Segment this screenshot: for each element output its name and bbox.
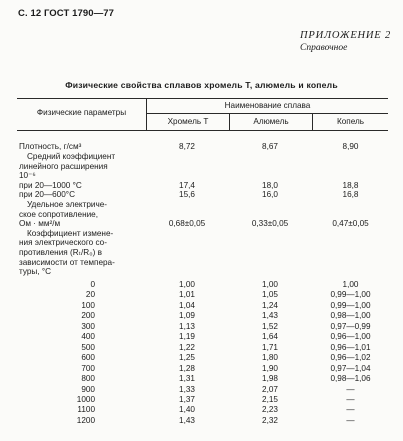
- coefficient-copel: 0,96—1,00: [330, 332, 371, 342]
- temperature-value: 600: [81, 353, 95, 363]
- coefficient-label-1: Коэффициент измене-: [27, 228, 114, 238]
- header-mid-rule: [147, 113, 388, 114]
- coefficient-chromel: 1,09: [179, 311, 195, 321]
- table-title: Физические свойства сплавов хромель Т, алюмель и копель: [65, 80, 338, 90]
- temperature-value: 100: [81, 300, 95, 310]
- expansion-1000-chromel: 17,4: [179, 180, 195, 190]
- coefficient-alumel: 2,15: [262, 394, 278, 404]
- header-bottom-rule: [17, 130, 388, 131]
- coefficient-copel: 0,98—1,06: [330, 374, 371, 384]
- coefficient-copel: 0,99—1,00: [330, 290, 371, 300]
- temperature-value: 1200: [76, 415, 95, 425]
- coefficient-alumel: 1,24: [262, 300, 278, 310]
- appendix-subtitle: Справочное: [300, 43, 348, 53]
- expansion-label-3: 10⁻⁶: [19, 171, 36, 181]
- coefficient-alumel: 1,98: [262, 374, 278, 384]
- temperature-value: 200: [81, 311, 95, 321]
- header-parameters: Физические параметры: [36, 108, 127, 117]
- coefficient-chromel: 1,43: [179, 415, 195, 425]
- resistivity-chromel: 0,68±0,05: [168, 219, 206, 229]
- density-alumel: 8,67: [262, 142, 278, 151]
- expansion-row-label: при 20—600°С: [19, 190, 75, 200]
- properties-table: [17, 98, 388, 425]
- appendix-title: ПРИЛОЖЕНИЕ 2: [300, 30, 391, 41]
- coefficient-alumel: 2,23: [262, 405, 278, 415]
- expansion-600-copel: 16,8: [342, 190, 359, 200]
- coefficient-copel: 0,97—0,99: [330, 321, 371, 331]
- density-copel: 8,90: [342, 142, 359, 151]
- coefficient-label-2: ния электрического со-: [19, 238, 107, 248]
- expansion-1000-alumel: 18,0: [262, 180, 278, 190]
- temperature-value: 1100: [77, 405, 95, 415]
- coefficient-copel: 0,96—1,02: [330, 353, 371, 363]
- coefficient-alumel: 1,71: [262, 342, 278, 352]
- density-chromel: 8,72: [179, 142, 195, 151]
- coefficient-copel: 0,98—1,00: [330, 311, 371, 321]
- coefficient-label-3: противления (Rₜ/R₀) в: [19, 248, 102, 257]
- temperature-value: 500: [81, 342, 95, 352]
- coefficient-alumel: 1,05: [262, 290, 278, 300]
- temperature-value: 0: [90, 280, 95, 289]
- header-chromel: Хромель Т: [167, 117, 209, 126]
- resistivity-label-2: ское сопротивление,: [19, 209, 98, 219]
- resistivity-copel: 0,47±0,05: [332, 219, 369, 229]
- coefficient-alumel: 1,00: [262, 280, 278, 289]
- coefficient-alumel: 1,64: [262, 332, 278, 342]
- temperature-value: 20: [85, 290, 95, 300]
- coefficient-copel: —: [346, 415, 355, 425]
- coefficient-chromel: 1,00: [179, 280, 195, 289]
- temperature-value: 400: [81, 332, 95, 342]
- coefficient-copel: 0,96—1,01: [330, 342, 371, 352]
- coefficient-chromel: 1,04: [179, 300, 195, 310]
- expansion-1000-copel: 18,8: [342, 180, 359, 190]
- coefficient-alumel: 1,52: [262, 321, 278, 331]
- resistivity-label-1: Удельное электриче-: [27, 200, 107, 209]
- coefficient-chromel: 1,01: [179, 290, 195, 300]
- table-top-rule: [17, 98, 388, 99]
- coefficient-copel: —: [346, 394, 355, 404]
- expansion-row-label: при 20—1000 °С: [19, 180, 82, 190]
- coefficient-chromel: 1,40: [179, 405, 195, 415]
- coefficient-copel: —: [346, 384, 355, 394]
- appendix-label: [300, 30, 391, 54]
- coefficient-alumel: 1,43: [262, 311, 278, 321]
- density-label: Плотность, г/см³: [19, 142, 82, 151]
- coefficient-label-5: туры, °С: [19, 267, 52, 277]
- coefficient-chromel: 1,28: [179, 363, 195, 373]
- expansion-label-2: линейного расширения: [19, 161, 108, 171]
- coefficient-chromel: 1,25: [179, 353, 195, 363]
- header-alumel: Алюмель: [253, 117, 289, 126]
- coefficient-chromel: 1,33: [179, 384, 195, 394]
- coefficient-chromel: 1,13: [179, 321, 195, 331]
- resistivity-label-3: Ом · мм²/м: [19, 219, 61, 229]
- temperature-value: 700: [81, 363, 95, 373]
- coefficient-chromel: 1,19: [179, 332, 195, 342]
- page-header: С. 12 ГОСТ 1790—77: [18, 8, 115, 19]
- resistivity-alumel: 0,33±0,05: [251, 219, 289, 229]
- coefficient-copel: —: [346, 405, 355, 415]
- coefficient-chromel: 1,31: [179, 374, 195, 384]
- temperature-value: 900: [81, 384, 95, 394]
- coefficient-chromel: 1,22: [179, 342, 195, 352]
- header-alloy-name: Наименование сплава: [224, 101, 311, 110]
- coefficient-alumel: 1,80: [262, 353, 278, 363]
- temperature-value: 1000: [76, 394, 95, 404]
- header-copel: Копель: [336, 117, 365, 126]
- coefficient-copel: 0,99—1,00: [330, 300, 371, 310]
- coefficient-alumel: 2,32: [262, 415, 278, 425]
- expansion-600-alumel: 16,0: [262, 190, 278, 200]
- coefficient-label-4: зависимости от темпера-: [19, 257, 115, 267]
- temperature-value: 800: [81, 374, 95, 384]
- expansion-label-1: Средний коэффициент: [27, 152, 116, 161]
- coefficient-chromel: 1,37: [179, 394, 195, 404]
- temperature-value: 300: [81, 321, 95, 331]
- coefficient-copel: 1,00: [342, 280, 359, 289]
- coefficient-alumel: 2,07: [262, 384, 278, 394]
- expansion-600-chromel: 15,6: [179, 190, 195, 200]
- coefficient-copel: 0,97—1,04: [330, 363, 371, 373]
- coefficient-alumel: 1,90: [262, 363, 278, 373]
